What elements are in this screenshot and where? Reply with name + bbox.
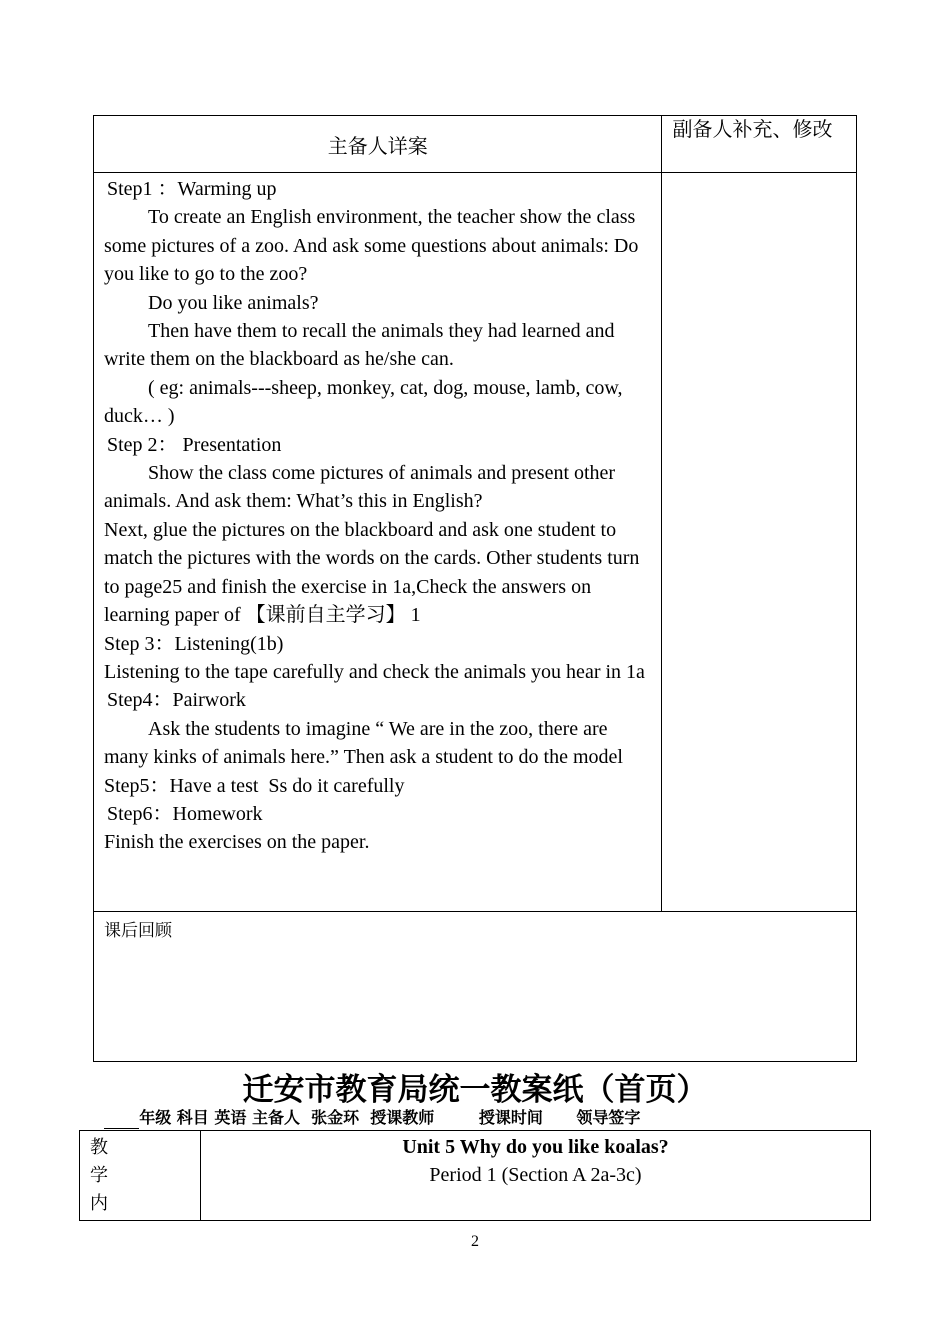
period-title: Period 1 (Section A 2a-3c) bbox=[429, 1164, 642, 1186]
main-plan-header: 主备人详案 bbox=[94, 116, 662, 173]
teacher-label: 授课教师 bbox=[370, 1108, 435, 1127]
step-line: Show the class come pictures of animals and present other animals. And ask them: What’s this in English? bbox=[104, 462, 621, 513]
step-line: Step 2： Presentation bbox=[107, 433, 282, 456]
page-heading: 迁安市教育局统一教案纸（首页） bbox=[242, 1072, 708, 1108]
grade-blank bbox=[104, 1108, 139, 1129]
grade-label: 年级 bbox=[139, 1108, 172, 1127]
step-line: ( eg: animals---sheep, monkey, cat, dog, mouse, lamb, cow, duck… ) bbox=[104, 376, 628, 428]
subject-label: 科目 bbox=[176, 1108, 209, 1127]
subject-value: 英语 bbox=[214, 1108, 247, 1127]
step-line: To create an English environment, the teacher show the class some pictures of a zoo. And ask some questions about animals: Do you like to go to the zoo? bbox=[104, 206, 644, 286]
step-line: Next, glue the pictures on the blackboard and ask one student to match the pictures with the words on the cards. Other students turn to page25 and finish the exercise in 1a,Check the answers on learning paper of 【课前自主学习】 1 bbox=[104, 518, 645, 627]
sign-label: 领导签字 bbox=[576, 1108, 641, 1127]
step-line: Listening to the tape carefully and check the animals you hear in 1a bbox=[104, 660, 645, 683]
time-label: 授课时间 bbox=[478, 1108, 543, 1127]
meta-line bbox=[104, 1108, 640, 1129]
step-line: Step5：Have a test Ss do it carefully bbox=[104, 774, 405, 797]
lead-value: 张金环 bbox=[311, 1108, 360, 1127]
step-line: Do you like animals? bbox=[148, 291, 319, 314]
step-line: Then have them to recall the animals they had learned and write them on the blackboard as he/she can. bbox=[104, 320, 620, 371]
plan-steps-cell bbox=[94, 173, 662, 912]
supplement-header: 副备人补充、修改 bbox=[662, 116, 857, 173]
label-char: 学 bbox=[90, 1165, 108, 1185]
label-char: 内 bbox=[90, 1193, 108, 1213]
step-line: Step4：Pairwork bbox=[107, 689, 246, 712]
step-line: Step 3：Listening(1b) bbox=[104, 632, 284, 655]
lesson-content-table bbox=[79, 1130, 871, 1221]
page-number: 2 bbox=[471, 1233, 479, 1250]
lesson-label-cell bbox=[80, 1131, 201, 1221]
supplement-cell bbox=[662, 173, 857, 912]
review-label: 课后回顾 bbox=[104, 921, 172, 940]
review-cell bbox=[94, 912, 857, 1062]
step-line: Step6：Homework bbox=[107, 802, 263, 825]
step-line: Step1 ：Warming up bbox=[107, 178, 277, 200]
lesson-plan-table bbox=[93, 115, 857, 1062]
lesson-content-cell bbox=[201, 1131, 871, 1221]
step-line: Finish the exercises on the paper. bbox=[104, 831, 370, 854]
unit-title: Unit 5 Why do you like koalas? bbox=[402, 1136, 669, 1158]
lead-label: 主备人 bbox=[251, 1108, 300, 1127]
label-char: 教 bbox=[90, 1137, 108, 1157]
step-line: Ask the students to imagine “ We are in the zoo, there are many kinks of animals here.” Then ask a student to do the model bbox=[104, 717, 623, 769]
